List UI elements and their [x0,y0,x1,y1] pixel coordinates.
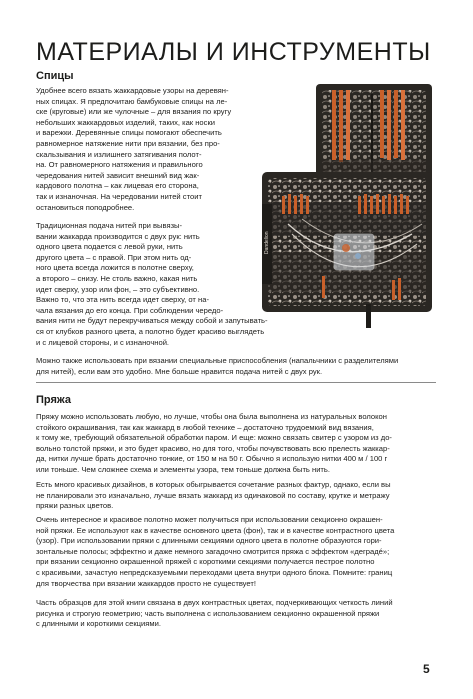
case-front [262,172,432,328]
section-divider [36,382,436,383]
paragraph-needles-3: Можно также использовать при вязании специальные приспособления (напальчники с разделителями для нитей), если вам это удобно. Мне больше нравится подача нитей с двух рук. [36,356,399,376]
paragraph-needles-1: Удобнее всего вязать жаккардовые узоры на деревян- ных спицах. Я предпочитаю бамбуковые спицы на ле- ске (круговые) или же чулочные – для вязания по кругу небольших жаккардовых изделий, таких, как носки и варежки. Деревянные спицы помогают обеспечить равномерное натяжение нити при вязании, без про- скальзывания и излишнего затягивания полот- на. От равномерного натяжения и правильного чередования нитей зависит внешний вид жак- кардового полотна – как лицевая его сторона, так и изнаночная. На чередовании нитей стоит остановиться поподробнее. [36,86,232,212]
brand-label: Dandelion [264,231,270,254]
page-number: 5 [423,662,430,676]
paragraph-yarn-4: Часть образцов для этой книги связана в двух контрастных цветах, подчеркивающих четкость линий рисунка и строгую геометрию; часть выполнена с использованием секционно окрашенной пряжи с длинными и короткими секциями. [36,598,393,629]
paragraph-yarn-1: Пряжу можно использовать любую, но лучше, чтобы она была выполнена из натуральных волокон стойкого окрашивания, так как жаккард в любой технике – достаточно трудоемкий вид вязания, к тому же, требующий обязательной обработки паром. И еще: можно связать свитер с узором из до- вольно толстой пряжи, и это будет красиво, но для того, чтобы почувствовать всю прелесть жаккар- да, нитки лучше брать достаточно тонкие, от 150 м на 50 г. Обычно я использую нитки 400 м / 100 г или тоньше. Чем сложнее схема и элементы узора, тем тоньше должна быть нить. [36,412,392,474]
section-heading-needles: Спицы [36,70,74,82]
paragraph-yarn-3: Очень интересное и красивое полотно может получиться при использовании секционно окрашен- ной пряжи. Ее используют как в качестве основного цвета (фон), так и в качестве контрастного цвета (узор). При использовании пряжи с длинными секциями одного цвета в полотне образуются гори- зонтальные полосы; эффектно и даже немного загадочно смотрится пряжа с эффектом «деградé»; при вязании секционно окрашенной пряжей с короткими секциями получается пестрое полотно с красивыми, зачастую непредсказуемыми переходами цвета внутри одного блока. Помните: границ для творчества при вязании жаккардов просто не существует! [36,515,395,588]
needle-case-photo [262,84,432,328]
section-heading-yarn: Пряжа [36,394,71,406]
page-title: МАТЕРИАЛЫ И ИНСТРУМЕНТЫ [36,38,431,66]
paragraph-needles-2: Традиционная подача нитей при вывязы- вании жаккарда производится с двух рук: нить одного цвета подается с левой руки, нить другого цвета – с правой. При этом нить од- ного цвета всегда ложится в полотне сверху, а второго – снизу. Не столь важно, какая нить идет сверху, узор или фон, – это субъективно. Важно то, что эта нить всегда идет сверху, от на- чала вязания до его конца. При соблюдении чередо- вания нити не будут перекручиваться между собой и запутывать- ся от клубков разного цвета, а полотно будет красиво выглядеть и с лицевой стороны, и с изнаночной. [36,221,268,347]
paragraph-yarn-2: Есть много красивых дизайнов, в которых обыгрывается сочетание разных фактур, однако, если вы не планировали это изначально, лучше вязать жаккард из одинаковой по составу, крутке и метражу пряжи разных цветов. [36,480,391,511]
